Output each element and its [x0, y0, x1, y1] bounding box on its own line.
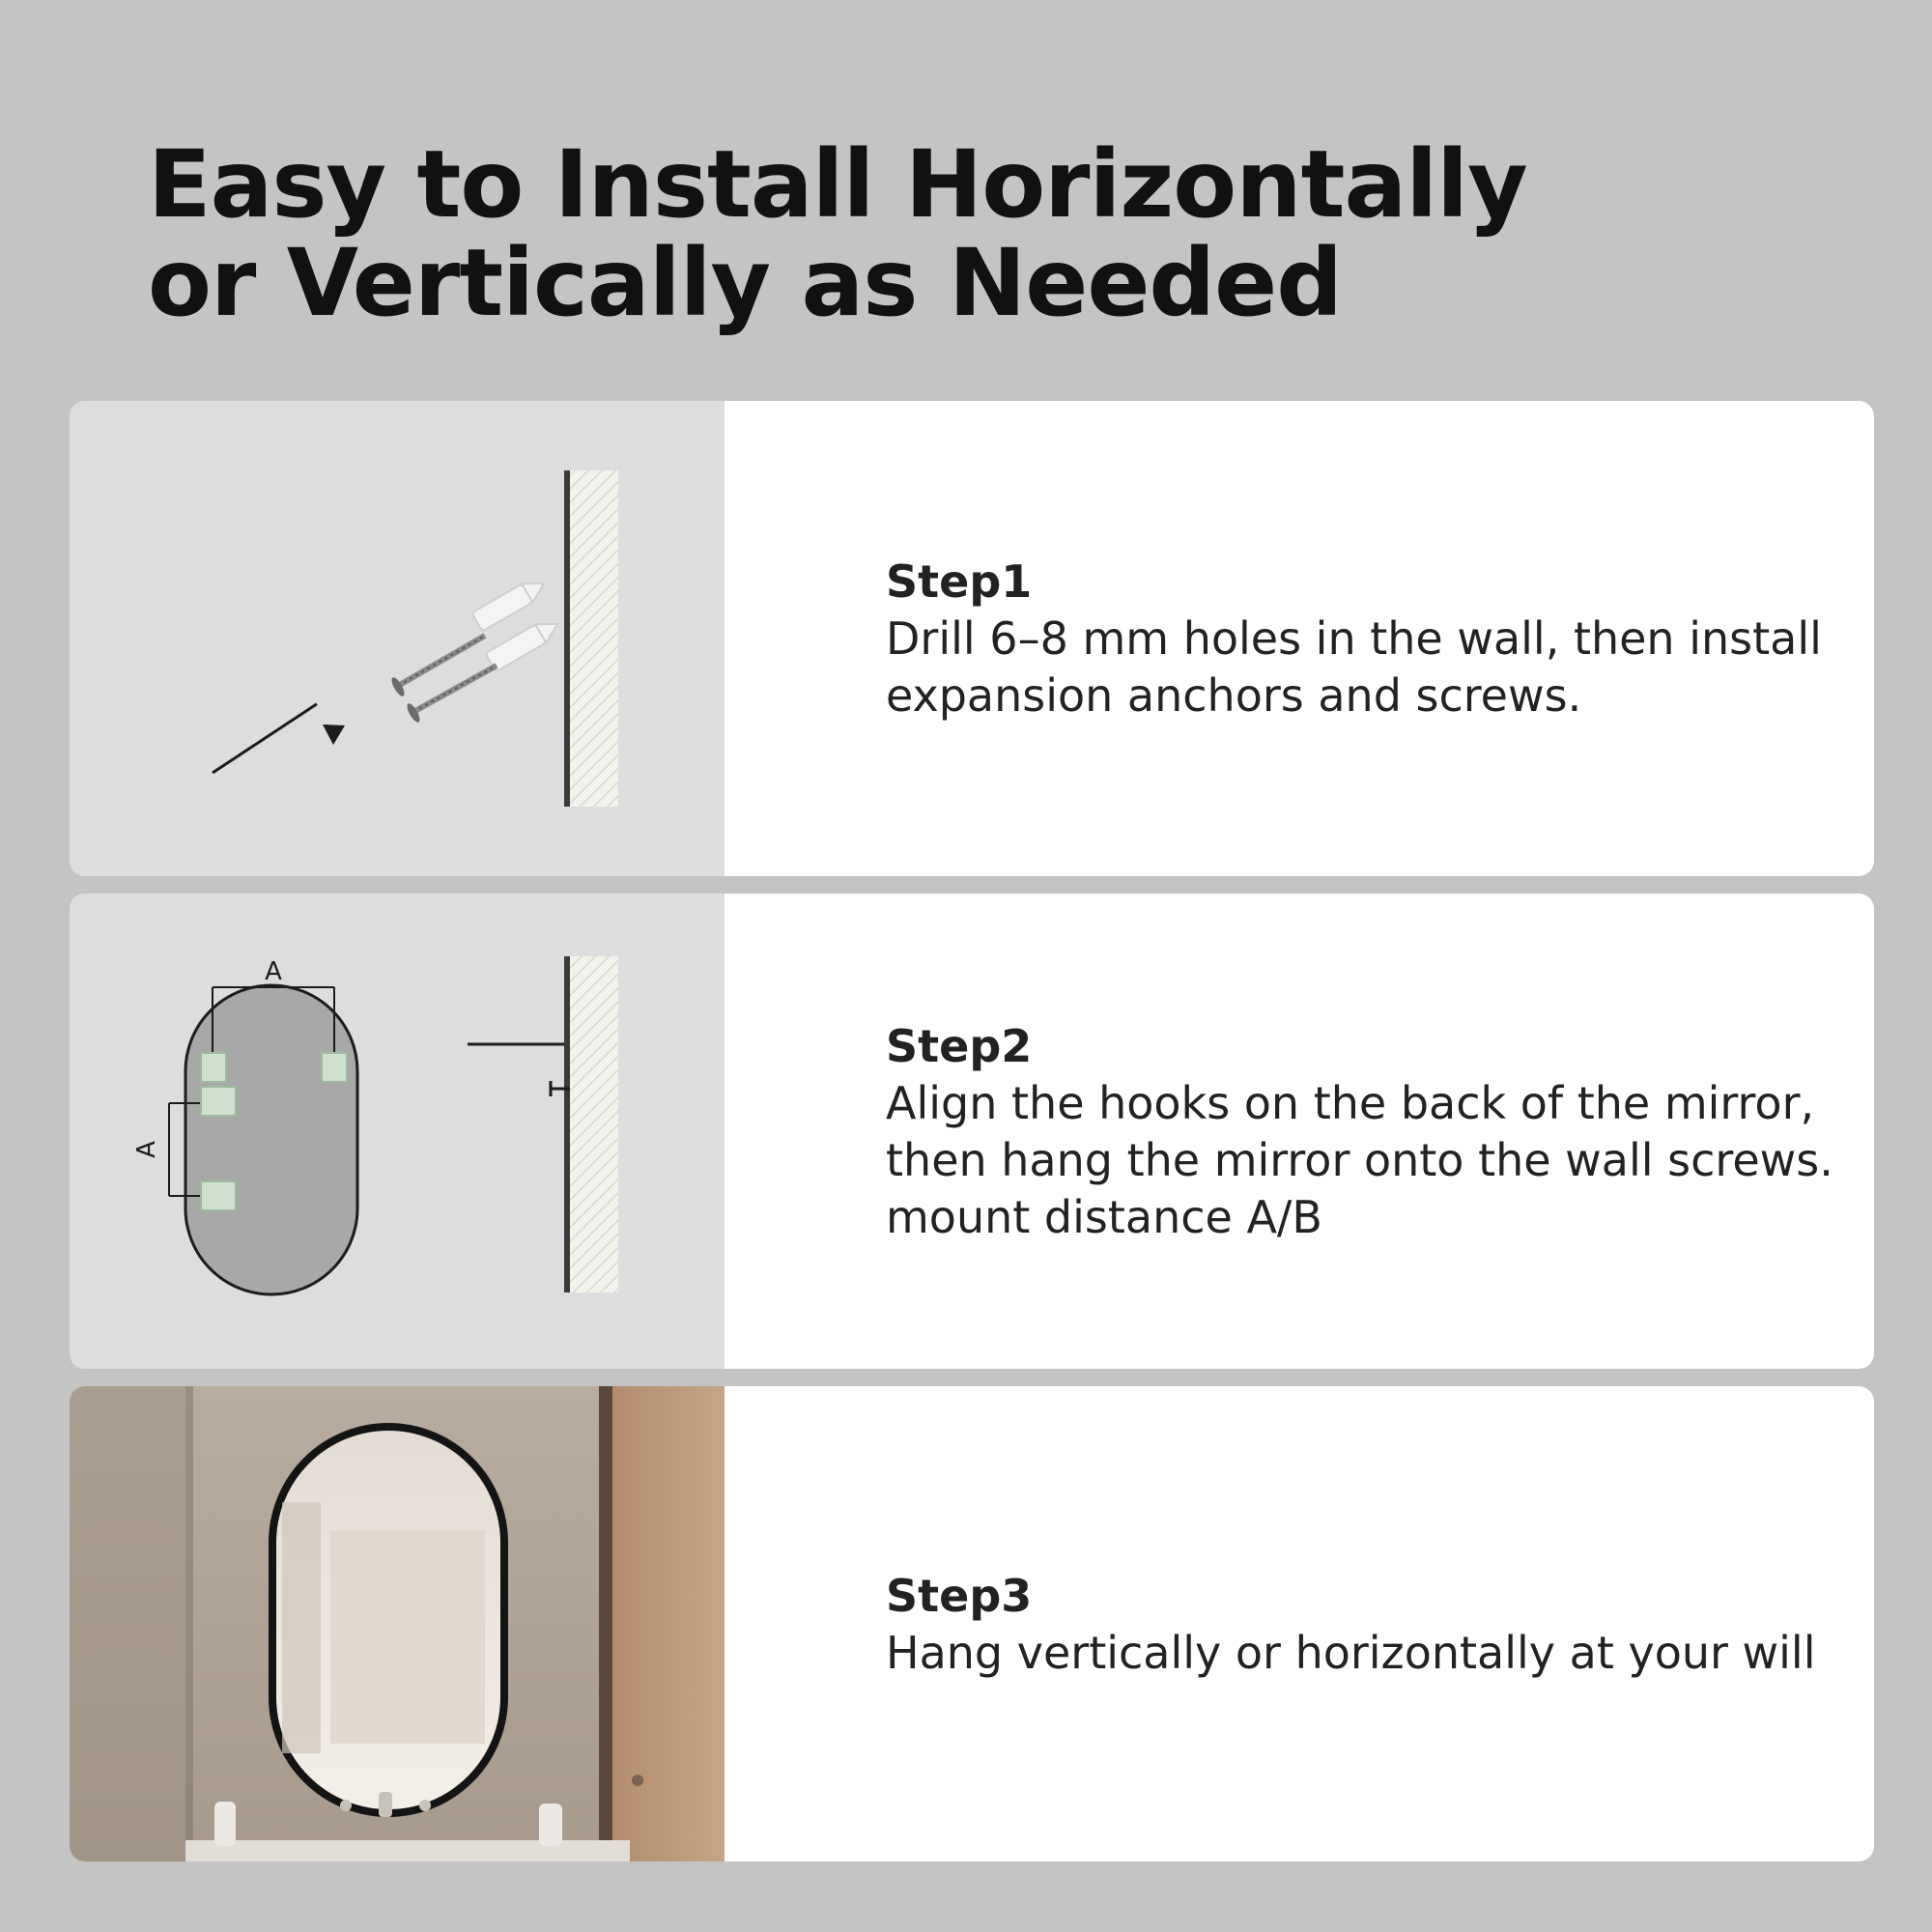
- step3-line-1: Hang vertically or horizontally at your will: [886, 1626, 1816, 1679]
- headline: [148, 130, 1527, 337]
- hook-icon: [201, 1181, 236, 1210]
- step2-illustration: [70, 894, 724, 1369]
- screw-icon: [389, 636, 485, 698]
- step1-line-1: Drill 6–8 mm holes in the wall, then install: [886, 612, 1822, 665]
- arrow-icon: [203, 704, 345, 773]
- hook-icon: [322, 1053, 347, 1082]
- step2-line-1: Align the hooks on the back of the mirror,: [886, 1076, 1815, 1129]
- step2-card: [70, 894, 1874, 1369]
- bathroom-photo: [70, 1386, 724, 1861]
- step1-card: [70, 401, 1874, 876]
- step3-photo: [70, 1386, 724, 1861]
- dimension-label-side: A: [132, 1141, 161, 1158]
- dimension-label-top: A: [265, 957, 282, 986]
- mirror-back-icon: [185, 985, 357, 1294]
- wall-section-icon: [564, 470, 618, 807]
- hook-icon: [201, 1053, 226, 1082]
- step1-text: [886, 401, 1852, 876]
- sink-counter: [185, 1840, 630, 1861]
- step2-text: [886, 894, 1852, 1369]
- step3-title: Step3: [886, 1569, 1033, 1622]
- step1-illustration: [70, 401, 724, 876]
- door-handle-icon: [632, 1775, 643, 1786]
- drill-diagram: [70, 401, 724, 876]
- headline-line-1: Easy to Install Horizontally: [148, 130, 1527, 239]
- hook-icon: [201, 1087, 236, 1116]
- step2-title: Step2: [886, 1019, 1033, 1072]
- step1-line-2: expansion anchors and screws.: [886, 669, 1582, 722]
- step3-card: [70, 1386, 1874, 1861]
- wooden-door: [611, 1386, 724, 1861]
- step3-text: [886, 1386, 1852, 1861]
- wall-section-icon: [551, 956, 618, 1293]
- step2-line-3: mount distance A/B: [886, 1190, 1322, 1243]
- step1-title: Step1: [886, 555, 1033, 608]
- step2-line-2: then hang the mirror onto the wall screws.: [886, 1133, 1833, 1186]
- hook-alignment-diagram: [70, 894, 724, 1369]
- oval-mirror-icon: [272, 1427, 504, 1813]
- wall-anchor-icon: [471, 574, 549, 631]
- headline-line-2: or Vertically as Needed: [148, 229, 1342, 337]
